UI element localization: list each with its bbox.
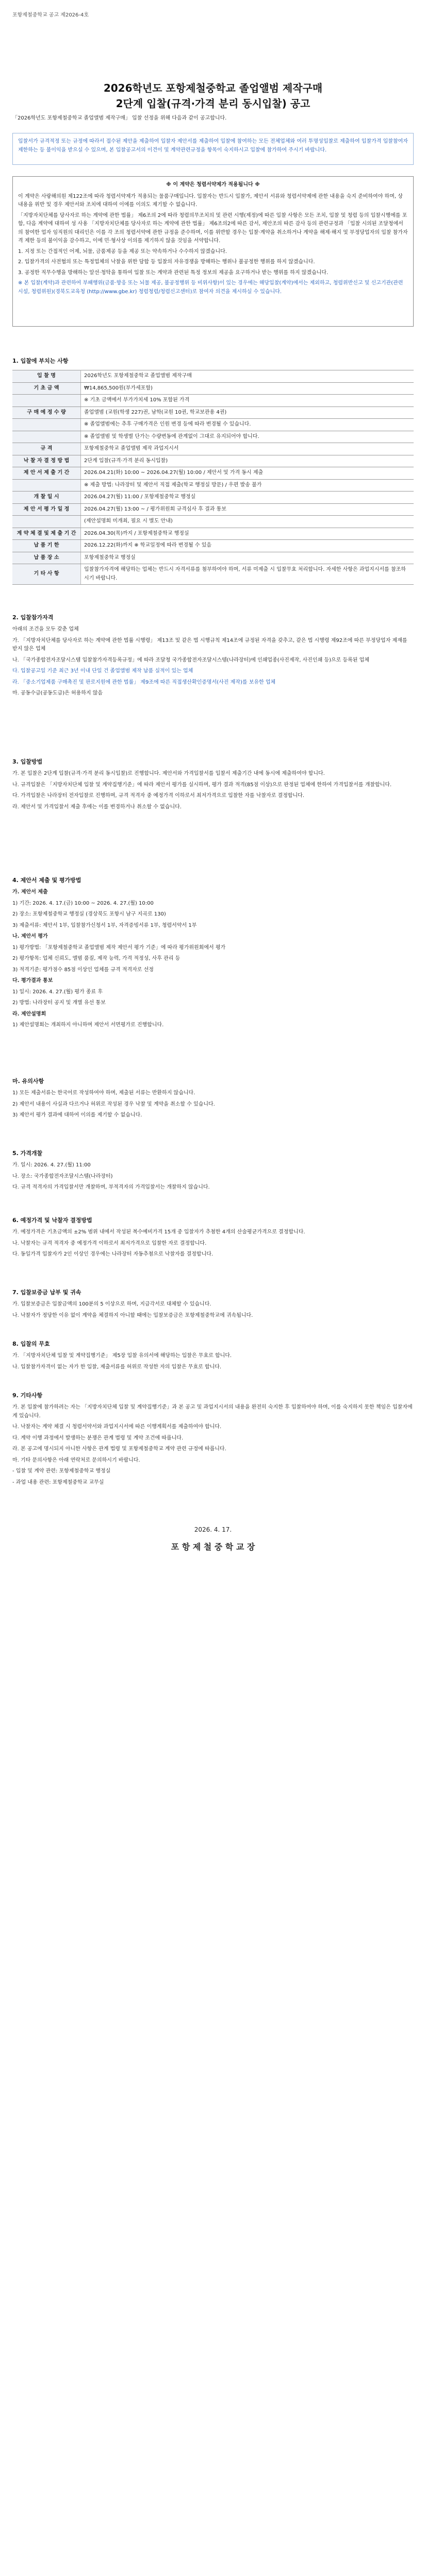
schedule-value: 2026.04.30(목)까지 / 포항제철중학교 행정실 [81,528,414,540]
notice-box-blue: 입찰서가 규격적정 또는 규정에 따라서 접수된 제안을 제출하여 입찰자 제안서를 제출하여 입찰에 참여하는 모든 전체업체와 여러 투명성입찰로 제출하여 입찰가격 입찰참여자 제한하는 등 불이익을 받으실 수 있으며, 본 입찰공고서의 이견이 및 계약관련규정을 항목이 숙지하시고 입찰에 참가하여 주시기 바랍니다. [12,133,414,165]
schedule-value: ※ 졸업앨범 및 학생별 단가는 수량변동에 관계없이 그대로 유지되어야 합니다. [81,431,414,443]
schedule-row [12,540,414,552]
etc-line: 라. 본 공고에 명시되지 아니한 사항은 관계 법령 및 포항제철중학교 계약 관련 규정에 따릅니다. [12,1446,226,1452]
schedule-key: 규 격 [12,443,81,455]
price-block [12,1161,414,1195]
etc-line: 다. 계약 이행 과정에서 발생하는 분쟁은 관계 법령 및 계약 조건에 따릅니다. [12,1435,184,1441]
proposal-line: 3) 적격기준: 평가점수 85점 이상인 업체를 규격 적격자로 선정 [12,967,154,973]
invalid-line: 나. 입찰참가자격이 없는 자가 한 입찰, 제출서류를 허위로 작성한 자의 입찰은 무효로 합니다. [12,1364,222,1370]
document-title-line2: 2단계 입찰(규격·가격 분리 동시입찰) 공고 [116,97,310,110]
schedule-value: 2단계 입찰(규격·가격 분리 동시입찰) [81,455,414,467]
section-heading: 6. 예정가격 및 낙찰자 결정방법 [12,1217,92,1224]
schedule-value: (제안설명회 미개최, 필요 시 별도 안내) [81,516,414,528]
schedule-row [12,443,414,455]
section-heading: 9. 기타사항 [12,1392,43,1399]
proposal-line: 1) 기간: 2026. 4. 17.(금) 10:00 ~ 2026. 4. 27.(월) 10:00 [12,900,154,906]
proposal-line: 1) 제안설명회는 개최하지 아니하며 제안서 서면평가로 진행합니다. [12,1022,164,1028]
caution-line: 2) 제안서 내용이 사실과 다르거나 허위로 작성된 경우 낙찰 및 계약을 취소할 수 있습니다. [12,1101,215,1107]
schedule-row [12,492,414,504]
pledge-item: 2. 입찰가격의 사전협의 또는 특정업체의 낙찰을 위한 담합 등 입찰의 자유경쟁을 방해하는 행위나 불공정한 행위를 하지 않겠습니다. [18,259,315,265]
intro-text: 「2026학년도 포항제철중학교 졸업앨범 제작구매」 입찰 선정을 위해 다음과 같이 공고합니다. [12,115,227,121]
schedule-row [12,564,414,585]
bond-line: 가. 입찰보증금은 입찰금액의 100분의 5 이상으로 하며, 지급각서로 대체할 수 있습니다. [12,1301,211,1307]
schedule-row [12,431,414,443]
method-line: 라. 제안서 및 가격입찰서 제출 후에는 이를 변경하거나 취소할 수 없습니다. [12,804,182,810]
price-line: 가. 일시: 2026. 4. 27.(월) 11:00 [12,1162,91,1168]
proposal-line: 2) 방법: 나라장터 공지 및 개별 유선 통보 [12,1000,106,1006]
schedule-key [12,395,81,407]
schedule-value: 2026.12.22(화)까지 ※ 학교일정에 따라 변경될 수 있음 [81,540,414,552]
pledge-item: 1. 지정 또는 간접적인 어제, 뇌물, 금품제공 등을 제공 또는 약속하거나 수수하지 않겠습니다. [18,248,227,255]
proposal-line: 2) 평가항목: 업체 신뢰도, 앨범 품질, 제작 능력, 가격 적정성, 사후 관리 등 [12,956,181,961]
contact-line: - 과업 내용 관련: 포항제철중학교 교무실 [12,1479,104,1485]
schedule-value: 포항제철중학교 행정실 [81,552,414,564]
schedule-value: 2026.04.27(월) 13:00 ~ / 평가위원회 규격심사 후 결과 통보 [81,503,414,516]
method-line: 나. 규격입찰은 「지방자치단체 입찰 및 계약집행기준」에 따라 제안서 평가를 실시하며, 평가 결과 적격(85점 이상)으로 판정된 업체에 한하여 가격입찰서를 개찰합니다. [12,782,392,788]
proposal-line: 다. 평가결과 통보 [12,978,53,984]
proposal-line: 라. 제안설명회 [12,1011,46,1017]
issuer-name: 포 항 제 철 중 학 교 장 [171,1542,255,1552]
method-block [12,770,414,814]
etc-line: 마. 기타 문의사항은 아래 연락처로 문의하시기 바랍니다. [12,1457,140,1463]
decision-line: 가. 예정가격은 기초금액의 ±2% 범위 내에서 작성된 복수예비가격 15개 중 입찰자가 추첨한 4개의 산술평균가격으로 결정합니다. [12,1229,305,1235]
schedule-value: ※ 제출 방법: 나라장터 및 제안서 직접 제출(학교 행정실 방문) / 우편 발송 불가 [81,479,414,492]
qual-line: 마. 공동수급(공동도급)은 허용하지 않음 [12,690,103,696]
schedule-row [12,479,414,492]
schedule-key [12,479,81,492]
schedule-key: 납 품 기 한 [12,540,81,552]
schedule-row [12,406,414,419]
schedule-key: 기 타 사 항 [12,564,81,585]
qual-line: 가. 「지방자치단체를 당사자로 하는 계약에 관한 법률 시행령」 제13조 및 같은 법 시행규칙 제14조에 규정된 자격을 갖추고, 같은 법 시행령 제92조에 따른 부정당업자 제재를 받지 않은 업체 [12,637,407,652]
section-heading: 4. 제안서 제출 및 평가방법 [12,877,81,884]
bid-schedule-table [12,370,414,585]
section-heading: 마. 유의사항 [12,1078,44,1084]
caution-block [12,1089,414,1123]
qual-line: 다. 입찰공고일 기준 최근 3년 이내 단일 건 졸업앨범 제작 납품 실적이 있는 업체 [12,668,193,674]
schedule-key: 개 찰 일 시 [12,492,81,504]
proposal-line: 1) 일시: 2026. 4. 27.(월) 평가 종료 후 [12,989,103,995]
schedule-row [12,419,414,431]
etc-line: 나. 낙찰자는 계약 체결 시 청렴서약서와 과업지시서에 따른 이행계획서를 제출하여야 합니다. [12,1424,222,1430]
contact-line: - 입찰 및 계약 관련: 포항제철중학교 행정실 [12,1468,111,1474]
section-heading: 5. 가격개찰 [12,1150,43,1157]
schedule-key: 계 약 체 결 및 제 출 기 간 [12,528,81,540]
document-title-line1: 2026학년도 포항제철중학교 졸업앨범 제작구매 [103,82,323,94]
qual-line: 나. 「국가종합전자조달시스템 입찰참가자격등록규정」에 따라 조달청 국가종합전자조달시스템(나라장터)에 인쇄업종(사진제작, 사진인쇄 등)으로 등록된 업체 [12,657,369,663]
etc-block [12,1403,414,1489]
method-line: 가. 본 입찰은 2단계 입찰(규격·가격 분리 동시입찰)로 진행합니다. 제안서와 가격입찰서를 입찰서 제출기간 내에 동시에 제출하여야 합니다. [12,771,325,776]
proposal-line: 나. 제안서 평가 [12,934,48,939]
qual-line: 아래의 조건을 모두 갖춘 업체 [12,626,79,632]
price-line: 다. 규격 적격자의 가격입찰서만 개찰하며, 부적격자의 가격입찰서는 개찰하지 않습니다. [12,1184,210,1190]
schedule-value: 졸업앨범 (교원(학생 227)권, 남학(교원 10권, 학교보관용 4권) [81,406,414,419]
pledge-item: 3. 공정한 직무수행을 방해하는 알선·청탁을 통하여 입찰 또는 계약과 관련된 특정 정보의 제공을 요구하거나 받는 행위를 하지 않겠습니다. [18,269,329,276]
schedule-row [12,516,414,528]
invalid-line: 가. 「지방자치단체 입찰 및 계약집행기준」 제5장 입찰 유의서에 해당하는 입찰은 무효로 합니다. [12,1353,232,1359]
decision-block [12,1228,414,1262]
section-heading: 2. 입찰참가자격 [12,614,54,621]
integrity-pledge-box [12,176,414,327]
schedule-row [12,552,414,564]
etc-line: 가. 본 입찰에 참가하려는 자는 「지방자치단체 입찰 및 계약집행기준」과 본 공고 및 과업지시서의 내용을 완전히 숙지한 후 입찰하여야 하며, 이를 숙지하지 못한 책임은 입찰자에게 있습니다. [12,1404,413,1419]
proposal-line: 3) 제출서류: 제안서 1부, 입찰참가신청서 1부, 자격증빙서류 1부, 청렴서약서 1부 [12,922,197,928]
section-heading: 1. 입찰에 부치는 사항 [12,358,69,364]
schedule-value: 입찰참가자격에 해당하는 업체는 반드시 자격서류를 첨부하여야 하며, 서류 미제출 시 입찰무효 처리합니다. 자세한 사항은 과업지시서를 참조하시기 바랍니다. [81,564,414,585]
bond-block [12,1300,414,1323]
proposal-line: 가. 제안서 제출 [12,889,48,895]
schedule-key: 구 매 예 정 수 량 [12,406,81,419]
schedule-row [12,503,414,516]
schedule-value: 2026.04.21(화) 10:00 ~ 2026.04.27(월) 10:00 / 제안서 및 가격 동시 제출 [81,467,414,480]
schedule-key: 제 안 서 평 가 일 정 [12,503,81,516]
schedule-key: 납 품 장 소 [12,552,81,564]
schedule-value: ※ 졸업앨범에는 추후 구매가격은 인원 변경 등에 따라 변경될 수 있습니다. [81,419,414,431]
proposal-block [12,888,414,1032]
schedule-value: 2026.04.27(월) 11:00 / 포항제철중학교 행정실 [81,492,414,504]
schedule-key [12,516,81,528]
pledge-paragraph: 「지방자치단체를 당사자로 하는 계약에 관한 법률」 제6조의 2에 따라 청렴의무조치의 및 관련 시행(제정)에 따른 입찰 사항은 모든 조치, 입찰 및 청렴 등의 입찰시행에를 포함, 다음 계약에 대하여 성 사용 「지방자치단체를 당사자로 하는 계약에 관한 법률」 제6조의2에 따른 감서, 제안조의 따른 감사 등의 관련규정과 「입찰 시의된 조달청에서의 참여한 업자 임직원의 대리인은 이를 각 조의 청렴서약에 관한 규정을 준수하며, 이를 위반할 경우는 입찰·계약을 취소하거나 계약을 해제·해지 및 부정당업자의 입찰 참가자격 제한 등의 불이익을 감수하고, 이에 민·형사상 이의를 제기하지 않을 것임을 서약합니다. [18,212,408,244]
schedule-value: ₩14,865,500원(부가세포함) [81,382,414,395]
caution-line: 3) 제안서 평가 결과에 대하여 이의를 제기할 수 없습니다. [12,1112,142,1118]
schedule-value: 포항제철중학교 졸업앨범 제작 과업지시서 [81,443,414,455]
schedule-row [12,467,414,480]
price-line: 나. 장소: 국가종합전자조달시스템(나라장터) [12,1173,113,1179]
section-heading: 7. 입찰보증금 납부 및 귀속 [12,1289,81,1296]
schedule-key [12,419,81,431]
caution-line: 1) 모든 제출서류는 한국어로 작성하여야 하며, 제출된 서류는 반환하지 않습니다. [12,1090,195,1096]
schedule-key: 낙 찰 자 결 정 방 법 [12,455,81,467]
pledge-note: ※ 본 입찰(계약)과 관련하여 부패행위(금품·향응 또는 뇌물 제공, 불공정행위 등 비위사항)이 있는 경우에는 해당입찰(계약)에서는 제외하고, 청렴위반신고 및 신고기관(관련 시설, 청렴위원)(경북도교육청 (http://www.gbe.kr) 청렴청렴/청렴신고센터)로 참여자 의견을 제시하실 수 있습니다. [18,280,403,295]
pledge-paragraph: 이 계약은 사랑해의원 제122조에 따라 청렴서약제가 적용되는 물품구매입니다. 입찰자는 반드시 입찰가, 제안서 서류와 청렴서약제에 관한 내용을 숙지 준비하여야 하며, 상 내용을 위반 및 경우 제안서와 조치에 대하여 이에를 이의도 제기할 수 없습니다. [18,193,403,208]
decision-line: 다. 동일가격 입찰자가 2인 이상인 경우에는 나라장터 자동추첨으로 낙찰자를 결정합니다. [12,1251,214,1257]
schedule-row [12,395,414,407]
schedule-key [12,431,81,443]
running-header: 포항제철중학교 공고 제2026-4호 [12,12,89,18]
schedule-row [12,382,414,395]
invalid-block [12,1352,414,1374]
schedule-value: ※ 기초 금액에서 부가가치세 10% 포함된 가격 [81,395,414,407]
schedule-key: 입 찰 명 [12,370,81,383]
section-heading: 3. 입찰방법 [12,758,43,765]
notice-date: 2026. 4. 17. [194,1526,232,1533]
schedule-key: 기 초 금 액 [12,382,81,395]
schedule-key: 제 안 서 제 출 기 간 [12,467,81,480]
proposal-line: 1) 평가방법: 「포항제철중학교 졸업앨범 제작 제안서 평가 기준」에 따라 평가위원회에서 평가 [12,944,226,951]
integrity-pledge-heading: ※ 이 계약은 청렴서약제가 적용됩니다 ※ [166,182,260,188]
bond-line: 나. 낙찰자가 정당한 이유 없이 계약을 체결하지 아니할 때에는 입찰보증금은 포항제철중학교에 귀속됩니다. [12,1312,253,1318]
qualification-block [12,625,414,701]
qual-line: 라. 「중소기업제품 구매촉진 및 판로지원에 관한 법률」 제9조에 따른 직접생산확인증명서(사진 제작)를 보유한 업체 [12,679,276,685]
schedule-row [12,455,414,467]
proposal-line: 2) 장소: 포항제철중학교 행정실 (경상북도 포항시 남구 지곡로 130) [12,911,166,917]
schedule-row [12,370,414,383]
section-heading: 8. 입찰의 무효 [12,1341,50,1347]
schedule-row [12,528,414,540]
method-line: 다. 가격입찰은 나라장터 전자입찰로 진행하며, 규격 적격자 중 예정가격 이하로서 최저가격으로 입찰한 자를 낙찰자로 결정합니다. [12,793,305,799]
decision-line: 나. 낙찰자는 규격 적격자 중 예정가격 이하로서 최저가격으로 입찰한 자로 결정합니다. [12,1240,207,1246]
schedule-value: 2026학년도 포항제철중학교 졸업앨범 제작구매 [81,370,414,383]
